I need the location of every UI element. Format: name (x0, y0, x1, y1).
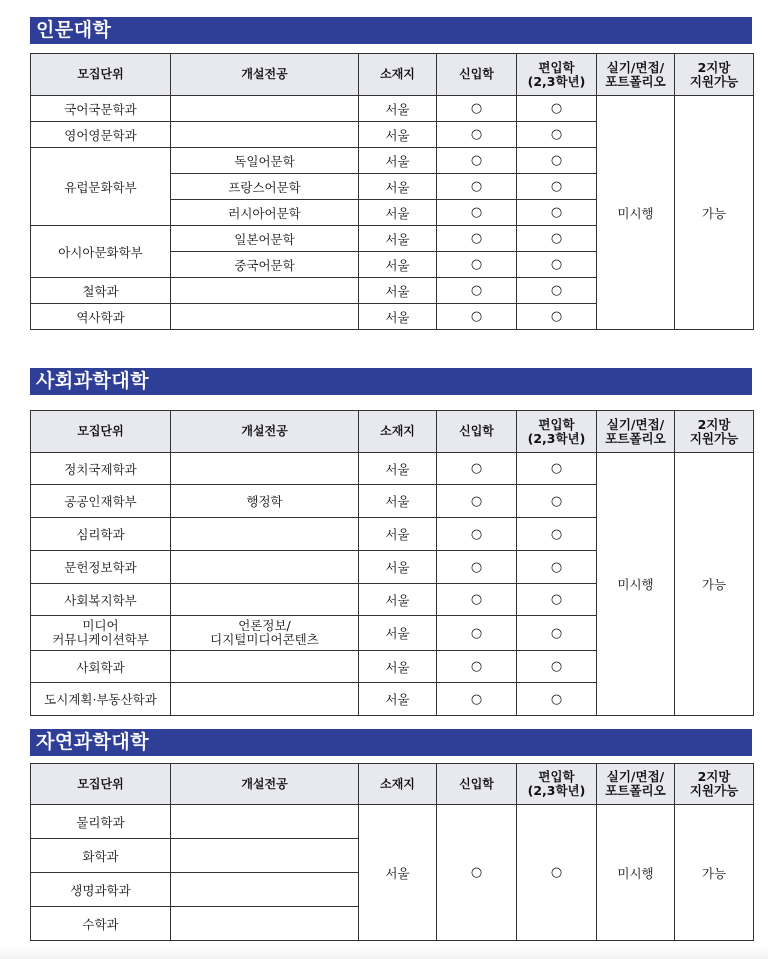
location-cell: 서울 (359, 518, 437, 551)
transfer-mark: ○ (517, 551, 597, 584)
major-cell (171, 805, 359, 839)
transfer-mark: ○ (517, 226, 597, 252)
unit-cell: 화학과 (31, 839, 171, 873)
unit-cell: 정치국제학과 (31, 453, 171, 485)
transfer-mark: ○ (517, 805, 597, 941)
header-transfer: 편입학 (2,3학년) (517, 764, 597, 805)
location-cell: 서울 (359, 551, 437, 584)
table-row (31, 96, 754, 122)
transfer-mark: ○ (517, 148, 597, 174)
unit-cell: 공공인재학부 (31, 485, 171, 518)
header-freshman: 신입학 (437, 411, 517, 453)
header-freshman: 신입학 (437, 764, 517, 805)
header-row (31, 54, 754, 96)
major-cell: 행정학 (171, 485, 359, 518)
header-major: 개설전공 (171, 764, 359, 805)
transfer-mark: ○ (517, 122, 597, 148)
header-location: 소재지 (359, 411, 437, 453)
practical-cell: 미시행 (597, 453, 675, 716)
freshman-mark: ○ (437, 200, 517, 226)
transfer-mark: ○ (517, 96, 597, 122)
major-cell (171, 839, 359, 873)
freshman-mark: ○ (437, 584, 517, 616)
header-row (31, 764, 754, 805)
transfer-mark: ○ (517, 252, 597, 278)
table-row (31, 453, 754, 485)
location-cell: 서울 (359, 304, 437, 330)
unit-cell: 철학과 (31, 278, 171, 304)
major-cell (171, 683, 359, 716)
transfer-mark: ○ (517, 683, 597, 716)
freshman-mark: ○ (437, 453, 517, 485)
header-transfer: 편입학 (2,3학년) (517, 54, 597, 96)
unit-cell: 역사학과 (31, 304, 171, 330)
header-location: 소재지 (359, 764, 437, 805)
freshman-mark: ○ (437, 616, 517, 651)
major-cell: 러시아어문학 (171, 200, 359, 226)
header-transfer: 편입학 (2,3학년) (517, 411, 597, 453)
location-cell: 서울 (359, 616, 437, 651)
header-second-choice: 2지망 지원가능 (675, 411, 754, 453)
location-cell: 서울 (359, 453, 437, 485)
transfer-mark: ○ (517, 453, 597, 485)
header-unit: 모집단위 (31, 411, 171, 453)
major-cell: 일본어문학 (171, 226, 359, 252)
location-cell: 서울 (359, 148, 437, 174)
section-title-social: 사회과학대학 (30, 368, 752, 395)
natural-table (30, 763, 754, 941)
transfer-mark: ○ (517, 304, 597, 330)
practical-cell: 미시행 (597, 96, 675, 330)
major-cell (171, 551, 359, 584)
transfer-mark: ○ (517, 616, 597, 651)
section-title-natural: 자연과학대학 (30, 729, 752, 756)
header-practical: 실기/면접/ 포트폴리오 (597, 54, 675, 96)
practical-cell: 미시행 (597, 805, 675, 941)
unit-cell: 사회학과 (31, 651, 171, 683)
location-cell: 서울 (359, 485, 437, 518)
location-cell: 서울 (359, 122, 437, 148)
freshman-mark: ○ (437, 551, 517, 584)
location-cell: 서울 (359, 683, 437, 716)
header-practical: 실기/면접/ 포트폴리오 (597, 411, 675, 453)
transfer-mark: ○ (517, 518, 597, 551)
major-cell (171, 304, 359, 330)
header-major: 개설전공 (171, 54, 359, 96)
location-cell: 서울 (359, 174, 437, 200)
freshman-mark: ○ (437, 96, 517, 122)
major-cell (171, 453, 359, 485)
location-cell: 서울 (359, 96, 437, 122)
location-cell: 서울 (359, 252, 437, 278)
section-title-humanities: 인문대학 (30, 17, 752, 44)
freshman-mark: ○ (437, 278, 517, 304)
major-cell: 언론정보/ 디지털미디어콘텐츠 (171, 616, 359, 651)
unit-cell: 도시계획·부동산학과 (31, 683, 171, 716)
unit-cell: 아시아문화학부 (31, 226, 171, 278)
location-cell: 서울 (359, 200, 437, 226)
major-cell (171, 651, 359, 683)
second-choice-cell: 가능 (675, 805, 754, 941)
header-second-choice: 2지망 지원가능 (675, 764, 754, 805)
freshman-mark: ○ (437, 805, 517, 941)
header-second-choice: 2지망 지원가능 (675, 54, 754, 96)
major-cell: 중국어문학 (171, 252, 359, 278)
transfer-mark: ○ (517, 174, 597, 200)
social-table (30, 410, 754, 716)
unit-cell: 생명과학과 (31, 873, 171, 907)
freshman-mark: ○ (437, 485, 517, 518)
unit-cell: 영어영문학과 (31, 122, 171, 148)
unit-cell: 국어국문학과 (31, 96, 171, 122)
unit-cell: 수학과 (31, 907, 171, 941)
freshman-mark: ○ (437, 518, 517, 551)
freshman-mark: ○ (437, 252, 517, 278)
header-row (31, 411, 754, 453)
transfer-mark: ○ (517, 200, 597, 226)
unit-cell: 미디어 커뮤니케이션학부 (31, 616, 171, 651)
location-cell: 서울 (359, 278, 437, 304)
location-cell: 서울 (359, 584, 437, 616)
major-cell (171, 907, 359, 941)
location-cell: 서울 (359, 226, 437, 252)
header-unit: 모집단위 (31, 54, 171, 96)
transfer-mark: ○ (517, 584, 597, 616)
unit-cell: 문헌정보학과 (31, 551, 171, 584)
second-choice-cell: 가능 (675, 453, 754, 716)
table-row (31, 805, 754, 839)
unit-cell: 심리학과 (31, 518, 171, 551)
major-cell: 독일어문학 (171, 148, 359, 174)
major-cell (171, 873, 359, 907)
major-cell (171, 518, 359, 551)
freshman-mark: ○ (437, 226, 517, 252)
freshman-mark: ○ (437, 174, 517, 200)
header-location: 소재지 (359, 54, 437, 96)
location-cell: 서울 (359, 651, 437, 683)
freshman-mark: ○ (437, 304, 517, 330)
humanities-table (30, 53, 754, 330)
header-major: 개설전공 (171, 411, 359, 453)
major-cell (171, 278, 359, 304)
freshman-mark: ○ (437, 122, 517, 148)
freshman-mark: ○ (437, 148, 517, 174)
header-unit: 모집단위 (31, 764, 171, 805)
second-choice-cell: 가능 (675, 96, 754, 330)
transfer-mark: ○ (517, 651, 597, 683)
transfer-mark: ○ (517, 278, 597, 304)
freshman-mark: ○ (437, 683, 517, 716)
header-practical: 실기/면접/ 포트폴리오 (597, 764, 675, 805)
unit-cell: 물리학과 (31, 805, 171, 839)
transfer-mark: ○ (517, 485, 597, 518)
major-cell: 프랑스어문학 (171, 174, 359, 200)
unit-cell: 사회복지학부 (31, 584, 171, 616)
unit-cell: 유럽문화학부 (31, 148, 171, 226)
header-freshman: 신입학 (437, 54, 517, 96)
major-cell (171, 122, 359, 148)
major-cell (171, 584, 359, 616)
major-cell (171, 96, 359, 122)
freshman-mark: ○ (437, 651, 517, 683)
location-cell: 서울 (359, 805, 437, 941)
page-bottom-shadow (0, 945, 768, 959)
